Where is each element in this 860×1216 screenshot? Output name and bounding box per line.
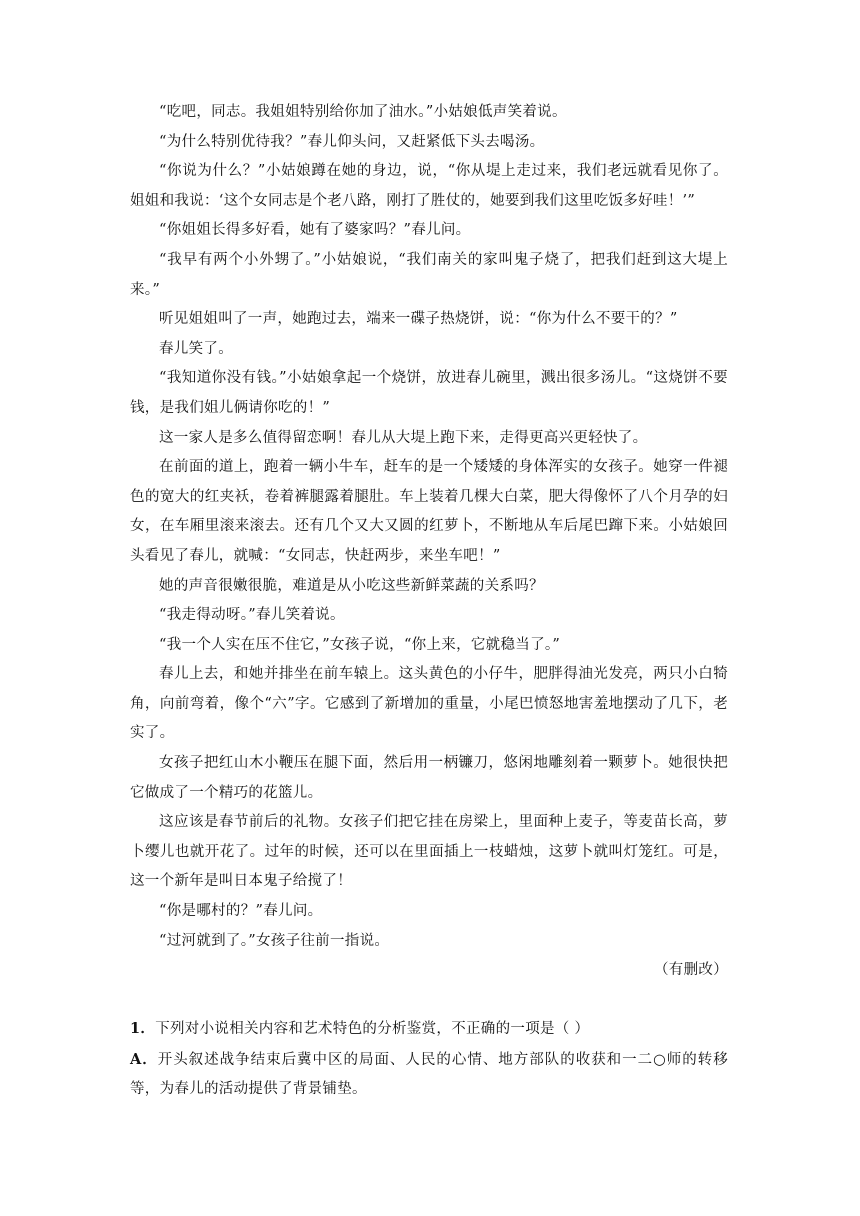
story-paragraph: “我一个人实在压不住它，”女孩子说，“你上来，它就稳当了。” bbox=[159, 636, 561, 653]
story-paragraph: 女孩子把红山木小鞭压在腿下面，然后用一柄镰刀，悠闲地雕刻着一颗萝卜。她很快把它做成了一个精巧的花篮儿。 bbox=[130, 755, 728, 801]
story-paragraph: “我知道你没有钱。”小姑娘拿起一个烧饼，放进春儿碗里，溅出很多汤儿。“这烧饼不要钱，是我们姐儿俩请你吃的！” bbox=[130, 370, 728, 416]
story-paragraph: “为什么特别优待我？”春儿仰头问，又赶紧低下头去喝汤。 bbox=[159, 133, 545, 150]
question-stem-line bbox=[130, 1014, 728, 1045]
question-number: 1． bbox=[130, 1020, 156, 1037]
question-1 bbox=[130, 1014, 728, 1105]
story-paragraph: “你是哪村的？”春儿问。 bbox=[159, 903, 323, 920]
story-paragraph: “我早有两个小外甥了。”小姑娘说，“我们南关的家叫鬼子烧了，把我们赶到这大堤上来。” bbox=[130, 251, 728, 298]
story-paragraph: “吃吧，同志。我姐姐特别给你加了油水。”小姑娘低声笑着说。 bbox=[159, 104, 567, 120]
source-note: （有删改） bbox=[654, 962, 728, 979]
story-paragraph: 她的声音很嫩很脆，难道是从小吃这些新鲜菜蔬的关系吗？ bbox=[159, 577, 544, 594]
option-text: 开头叙述战争结束后冀中区的局面、人民的心情、地方部队的收获和一二○师的转移等，为春儿的活动提供了背景铺垫。 bbox=[130, 1051, 728, 1098]
story-paragraph: 在前面的道上，跑着一辆小牛车，赶车的是一个矮矮的身体浑实的女孩子。她穿一件褪色的宽大的红夹袄，卷着裤腿露着腿肚。车上装着几棵大白菜，肥大得像怀了八个月孕的妇女，在车厢里滚来滚去。还有几个又大又圆的红萝卜，不断地从车后尾巴蹿下来。小姑娘回头看见了春儿，就喊：“女同志，快赶两步，来坐车吧！” bbox=[130, 459, 728, 564]
story-paragraph: 这一家人是多么值得留恋啊！春儿从大堤上跑下来，走得更高兴更轻快了。 bbox=[159, 429, 648, 446]
story-paragraph: “你姐姐长得多好看，她有了婆家吗？”春儿问。 bbox=[159, 222, 471, 239]
story-paragraph: 这应该是春节前后的礼物。女孩子们把它挂在房梁上，里面种上麦子，等麦苗长高，萝卜缨儿也就开花了。过年的时候，还可以在里面插上一枝蜡烛，这萝卜就叫灯笼红。可是，这一个新年是叫日本鬼子给搅了！ bbox=[130, 814, 728, 890]
story-paragraph: “你说为什么？”小姑娘蹲在她的身边，说，“你从堤上走过来，我们老远就看见你了。姐姐和我说：‘这个女同志是个老八路，刚打了胜仗的，她要到我们这里吃饭多好哇！’” bbox=[130, 163, 728, 209]
story-paragraph: “我走得动呀。”春儿笑着说。 bbox=[159, 607, 345, 624]
story-paragraph: 春儿上去，和她并排坐在前车辕上。这头黄色的小仔牛，肥胖得油光发亮，两只小白犄角，向前弯着，像个“六”字。它感到了新增加的重量，小尾巴愤怒地害羞地摆动了几下，老实了。 bbox=[130, 666, 728, 742]
story-paragraph: 春儿笑了。 bbox=[159, 340, 233, 357]
story-excerpt bbox=[130, 98, 728, 986]
option-a bbox=[130, 1045, 728, 1105]
story-paragraph: 听见姐姐叫了一声，她跑过去，端来一碟子热烧饼，说：“你为什么不要干的？” bbox=[159, 311, 678, 328]
question-stem: 下列对小说相关内容和艺术特色的分析鉴赏，不正确的一项是（ ） bbox=[155, 1021, 590, 1037]
story-paragraph: “过河就到了。”女孩子往前一指说。 bbox=[159, 932, 390, 949]
option-letter: A． bbox=[130, 1050, 158, 1068]
